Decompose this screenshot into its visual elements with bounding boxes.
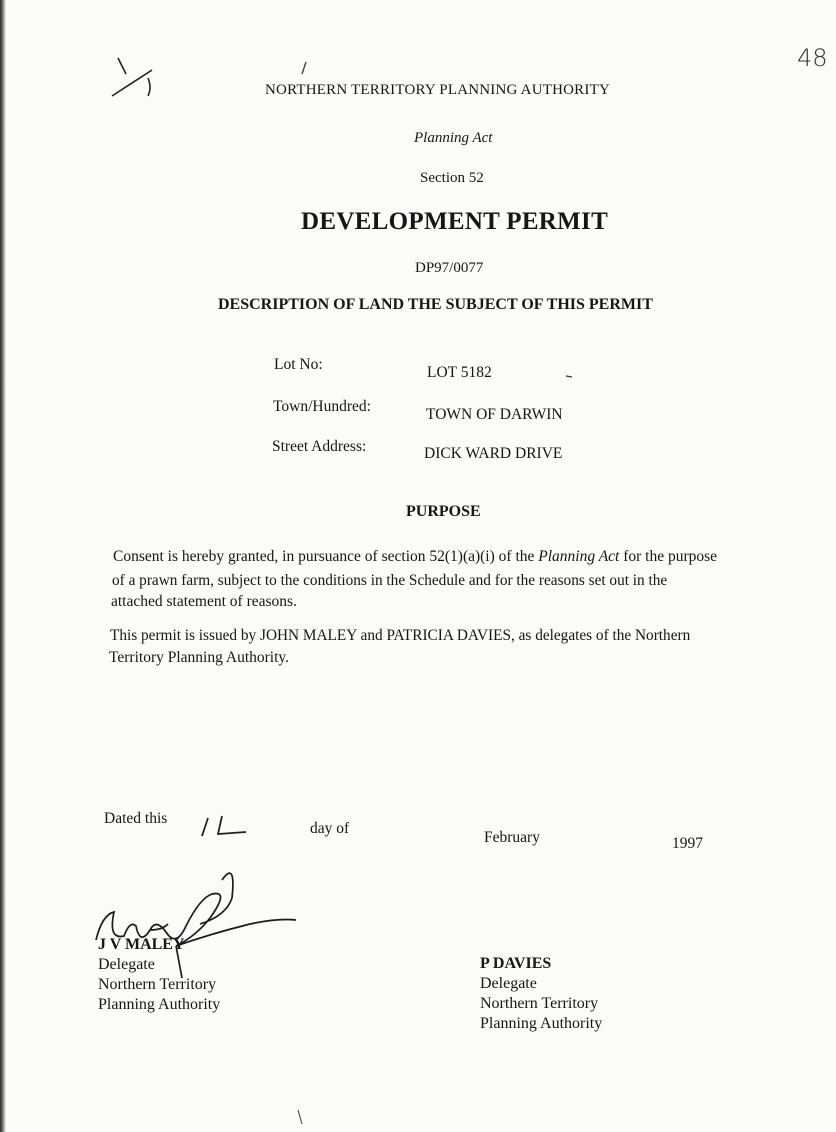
pen-tick-mark: [112, 58, 152, 96]
signatory-name: P DAVIES: [480, 955, 552, 972]
town-hundred-value: TOWN OF DARWIN: [426, 406, 563, 423]
issued-line-2: Territory Planning Authority.: [109, 649, 290, 666]
handwritten-page-number: 48: [797, 44, 828, 72]
consent-line-3: attached statement of reasons.: [111, 593, 297, 610]
day-of-label: day of: [310, 820, 350, 837]
signatory-org-line-1: Northern Territory: [98, 976, 217, 993]
purpose-heading: PURPOSE: [406, 503, 481, 520]
signatory-davies: [480, 954, 602, 1034]
signatory-org-line-1: Northern Territory: [480, 995, 599, 1012]
land-description-heading: DESCRIPTION OF LAND THE SUBJECT OF THIS PERMIT: [218, 296, 653, 313]
signatory-maley: [98, 935, 220, 1015]
signatory-role: Delegate: [98, 956, 155, 973]
month-value: February: [484, 829, 540, 846]
signatory-org-line-2: Planning Authority: [98, 996, 221, 1013]
signatory-name: J V MALEY: [98, 936, 185, 953]
year-value: 1997: [672, 835, 703, 852]
issued-line-1: This permit is issued by JOHN MALEY and PATRICIA DAVIES, as delegates of the Northern: [110, 627, 691, 644]
dated-label: Dated this: [104, 810, 168, 827]
authority-name: NORTHERN TERRITORY PLANNING AUTHORITY: [265, 82, 610, 98]
lot-number-value: LOT 5182: [427, 364, 492, 381]
consent-line-1-text: Consent is hereby granted, in pursuance of section 52(1)(a)(i) of the: [113, 548, 539, 565]
consent-line-1-end: for the purpose: [619, 548, 718, 565]
dash-mark: [566, 376, 572, 377]
signatory-org-line-2: Planning Authority: [480, 1015, 603, 1032]
act-name: Planning Act: [414, 130, 493, 146]
permit-number: DP97/0077: [415, 260, 484, 276]
town-hundred-label: Town/Hundred:: [273, 398, 371, 415]
handwritten-day: [202, 816, 246, 836]
street-address-value: DICK WARD DRIVE: [424, 445, 563, 462]
document-title: DEVELOPMENT PERMIT: [301, 208, 609, 235]
signatory-role: Delegate: [480, 975, 537, 992]
pen-stroke-mark: [302, 62, 306, 74]
planning-act-italic: Planning Act: [538, 548, 620, 565]
lot-number-label: Lot No:: [274, 356, 323, 373]
section-number: Section 52: [420, 170, 484, 186]
street-address-label: Street Address:: [272, 438, 367, 455]
stray-mark: [298, 1110, 302, 1124]
consent-line-2: of a prawn farm, subject to the conditions in the Schedule and for the reasons set out in the: [112, 572, 668, 589]
consent-line-1: [113, 549, 717, 565]
